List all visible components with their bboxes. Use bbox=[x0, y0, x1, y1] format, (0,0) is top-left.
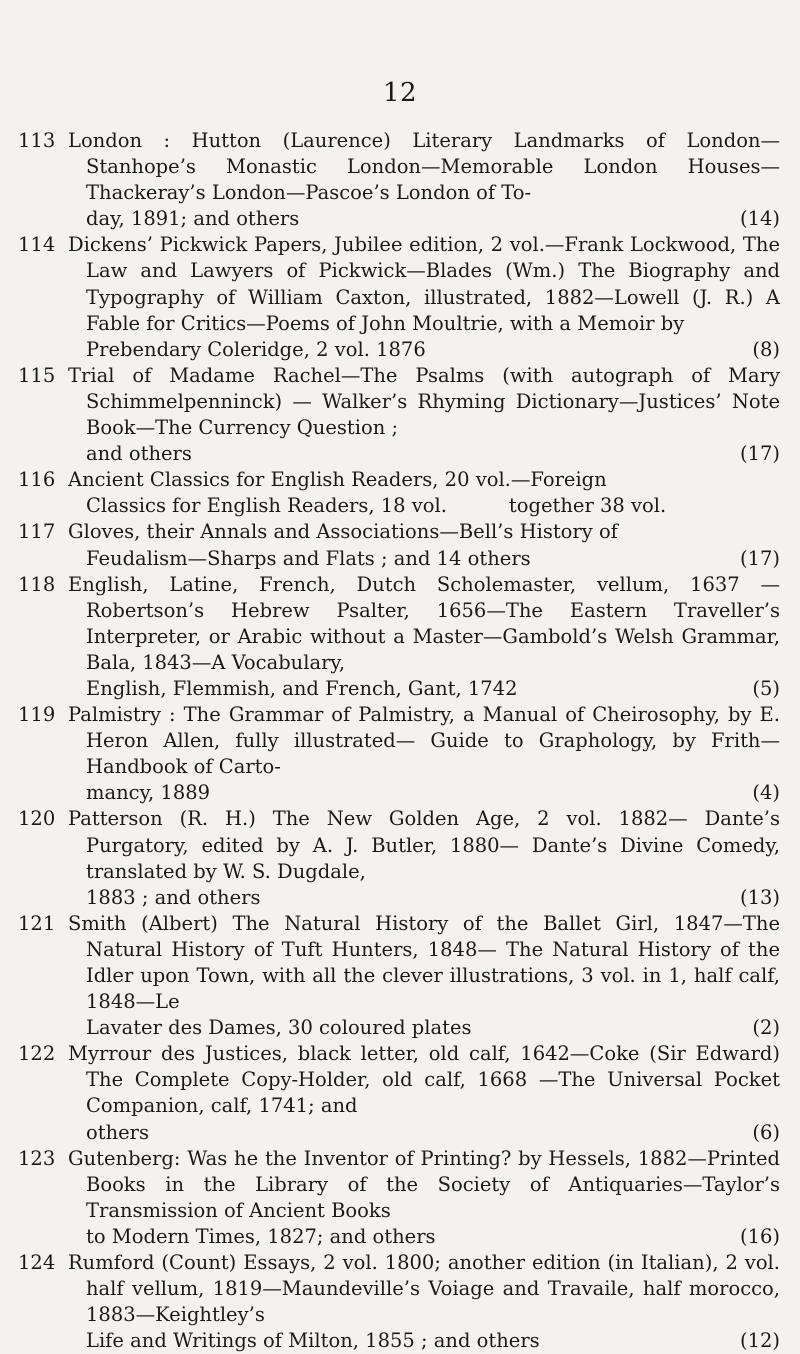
lot-tail-text: Classics for English Readers, 18 vol. together 38 vol. bbox=[86, 494, 667, 518]
lot-tail-text: 1883 ; and others bbox=[86, 885, 261, 909]
lot-entry bbox=[18, 519, 780, 571]
lot-tail-text: Life and Writings of Milton, 1855 ; and others bbox=[86, 1329, 540, 1353]
lot-description bbox=[68, 572, 780, 702]
lot-quantity: (8) bbox=[752, 337, 780, 361]
lot-tail-text: and others bbox=[86, 442, 192, 466]
lot-entry bbox=[18, 702, 780, 806]
lot-quantity: (14) bbox=[739, 207, 780, 231]
lot-quantity: (13) bbox=[739, 885, 780, 909]
lot-last-line bbox=[86, 1224, 780, 1250]
lot-tail-text: to Modern Times, 1827; and others bbox=[86, 1224, 436, 1248]
lot-description bbox=[68, 806, 780, 910]
lot-quantity: (17) bbox=[739, 442, 780, 466]
lot-list bbox=[18, 128, 780, 1354]
lot-last-line bbox=[86, 206, 780, 232]
lot-tail-text: Lavater des Dames, 30 coloured plates bbox=[86, 1016, 472, 1040]
lot-description bbox=[68, 702, 780, 806]
lot-last-line bbox=[86, 546, 780, 572]
lot-entry bbox=[18, 128, 780, 232]
lot-number: 115 bbox=[18, 363, 56, 387]
lot-entry bbox=[18, 363, 780, 467]
lot-entry bbox=[18, 467, 780, 519]
lot-number: 117 bbox=[18, 520, 56, 544]
lot-last-line bbox=[86, 676, 780, 702]
lot-number: 114 bbox=[18, 233, 56, 257]
lot-text: Dickens’ Pickwick Papers, Jubilee edition, 2 vol.—Frank Lockwood, The Law and Lawyers of Pickwick—Blades (Wm.) The Biography and Typography of William Caxton, illustrated, 1882—Lowell (J. R.) A Fable for Critics—Poems of John Moultrie, with a Memoir by bbox=[68, 233, 780, 335]
lot-text: Myrrour des Justices, black letter, old calf, 1642—Coke (Sir Edward) The Complete Copy-Holder, old calf, 1668 —The Universal Pocket Companion, calf, 1741; and bbox=[68, 1042, 780, 1118]
lot-quantity bbox=[772, 493, 780, 519]
lot-text: Palmistry : The Grammar of Palmistry, a Manual of Cheirosophy, by E. Heron Allen, fully illustrated— Guide to Graphology, by Frith—Handbook of Carto- bbox=[68, 703, 780, 779]
lot-last-line bbox=[86, 780, 780, 806]
lot-entry bbox=[18, 1041, 780, 1145]
lot-text: Rumford (Count) Essays, 2 vol. 1800; another edition (in Italian), 2 vol. half vellum, 1819—Maundeville’s Voiage and Travaile, half morocco, 1883—Keightley’s bbox=[68, 1251, 780, 1327]
lot-text: London : Hutton (Laurence) Literary Landmarks of London—Stanhope’s Monastic London—Memorable London Houses—Thackeray’s London—Pascoe’s London of To- bbox=[68, 129, 780, 205]
lot-text: Gloves, their Annals and Associations—Bell’s History of bbox=[68, 520, 618, 544]
lot-entry bbox=[18, 1250, 780, 1354]
lot-tail-text: mancy, 1889 bbox=[86, 781, 211, 805]
lot-description bbox=[68, 1250, 780, 1354]
lot-description bbox=[68, 1146, 780, 1250]
lot-number: 124 bbox=[18, 1251, 56, 1275]
lot-last-line bbox=[86, 441, 780, 467]
lot-quantity: (12) bbox=[739, 1329, 780, 1353]
lot-description bbox=[68, 232, 780, 362]
lot-text: English, Latine, French, Dutch Scholemaster, vellum, 1637 —Robertson’s Hebrew Psalter, 1656—The Eastern Traveller’s Interpreter, or Arabic without a Master—Gambold’s Welsh Grammar, Bala, 1843—A Vocabulary, bbox=[68, 572, 780, 674]
lot-quantity: (16) bbox=[739, 1224, 780, 1248]
lot-entry bbox=[18, 911, 780, 1041]
lot-entry bbox=[18, 232, 780, 362]
lot-last-line bbox=[86, 885, 780, 911]
lot-last-line bbox=[86, 1120, 780, 1146]
lot-tail-text: others bbox=[86, 1120, 150, 1144]
lot-number: 116 bbox=[18, 468, 56, 492]
lot-description bbox=[68, 911, 780, 1041]
lot-entry bbox=[18, 572, 780, 702]
lot-tail-text: English, Flemmish, and French, Gant, 1742 bbox=[86, 676, 518, 700]
lot-text: Patterson (R. H.) The New Golden Age, 2 vol. 1882— Dante’s Purgatory, edited by A. J. Butler, 1880— Dante’s Divine Comedy, translated by W. S. Dugdale, bbox=[68, 807, 780, 883]
lot-description bbox=[68, 1041, 780, 1145]
lot-last-line bbox=[86, 493, 780, 519]
lot-number: 120 bbox=[18, 807, 56, 831]
lot-quantity: (17) bbox=[739, 546, 780, 570]
lot-description bbox=[68, 128, 780, 232]
lot-number: 113 bbox=[18, 129, 56, 152]
lot-tail-text: Prebendary Coleridge, 2 vol. 1876 bbox=[86, 337, 426, 361]
lot-quantity: (6) bbox=[752, 1120, 780, 1144]
lot-number: 123 bbox=[18, 1146, 56, 1170]
lot-description bbox=[68, 519, 780, 571]
lot-last-line bbox=[86, 337, 780, 363]
lot-entry bbox=[18, 806, 780, 910]
lot-tail-text: day, 1891; and others bbox=[86, 207, 300, 231]
lot-description bbox=[68, 363, 780, 467]
lot-quantity: (5) bbox=[752, 676, 780, 700]
lot-text: Smith (Albert) The Natural History of the Ballet Girl, 1847—The Natural History of Tuft Hunters, 1848— The Natural History of the Idler upon Town, with all the clever illustrations, 3 vol. in 1, half calf, 1848—Le bbox=[68, 911, 780, 1014]
lot-entry bbox=[18, 1146, 780, 1250]
lot-last-line bbox=[86, 1015, 780, 1041]
lot-number: 121 bbox=[18, 911, 56, 935]
lot-description bbox=[68, 467, 780, 519]
page-number: 12 bbox=[382, 78, 418, 108]
lot-text: Gutenberg: Was he the Inventor of Printing? by Hessels, 1882—Printed Books in the Library of the Society of Antiquaries—Taylor’s Transmission of Ancient Books bbox=[68, 1146, 780, 1222]
lot-text: Trial of Madame Rachel—The Psalms (with autograph of Mary Schimmelpenninck) — Walker’s Rhyming Dictionary—Justices’ Note Book—The Currency Question ; bbox=[68, 363, 780, 440]
lot-tail-text: Feudalism—Sharps and Flats ; and 14 others bbox=[86, 546, 531, 570]
lot-number: 119 bbox=[18, 703, 56, 727]
lot-text: Ancient Classics for English Readers, 20 vol.—Foreign bbox=[68, 468, 607, 492]
lot-number: 118 bbox=[18, 572, 56, 596]
lot-quantity: (2) bbox=[752, 1016, 780, 1040]
lot-number: 122 bbox=[18, 1042, 56, 1066]
lot-last-line bbox=[86, 1328, 780, 1354]
lot-quantity: (4) bbox=[752, 781, 780, 805]
